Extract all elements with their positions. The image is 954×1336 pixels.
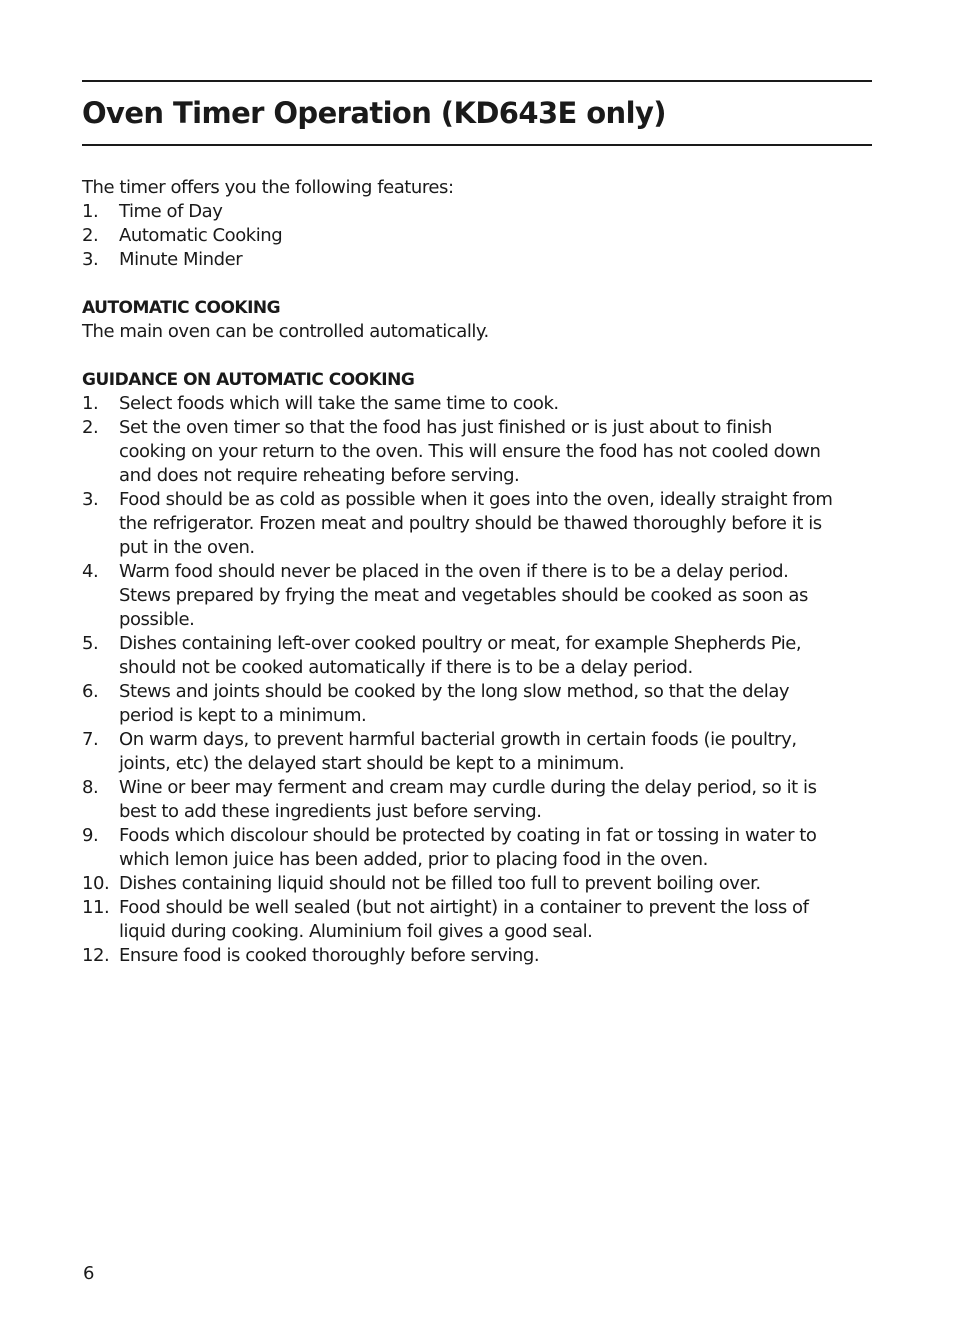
item-text: Wine or beer may ferment and cream may curdle during the delay period, so it is best to add these ingredients just before serving. (119, 777, 817, 822)
list-item (82, 872, 872, 896)
item-text: Minute Minder (119, 249, 243, 270)
title-bottom-rule (82, 144, 872, 146)
guidance-heading: GUIDANCE ON AUTOMATIC COOKING (82, 370, 415, 390)
automatic-cooking-text: The main oven can be controlled automatically. (82, 321, 489, 342)
list-item (82, 200, 872, 224)
list-item (82, 824, 872, 872)
list-item (82, 560, 872, 632)
list-item (82, 488, 872, 560)
item-text: On warm days, to prevent harmful bacterial growth in certain foods (ie poultry, joints, etc) the delayed start should be kept to a minimum. (119, 729, 797, 774)
item-number: 3. (82, 249, 99, 270)
item-number: 11. (82, 897, 110, 918)
list-item (82, 632, 872, 680)
page-title: Oven Timer Operation (KD643E only) (82, 96, 666, 130)
item-number: 6. (82, 681, 99, 702)
list-item (82, 224, 872, 248)
item-text: Stews and joints should be cooked by the long slow method, so that the delay period is kept to a minimum. (119, 681, 790, 726)
item-text: Food should be well sealed (but not airtight) in a container to prevent the loss of liquid during cooking. Aluminium foil gives a good seal. (119, 897, 809, 942)
item-text: Time of Day (119, 201, 223, 222)
intro-text: The timer offers you the following features: (82, 177, 454, 198)
list-item (82, 728, 872, 776)
automatic-cooking-section (82, 296, 872, 344)
item-number: 2. (82, 225, 99, 246)
list-item (82, 680, 872, 728)
item-number: 12. (82, 945, 110, 966)
item-number: 1. (82, 201, 99, 222)
item-number: 10. (82, 873, 110, 894)
item-number: 9. (82, 825, 99, 846)
list-item (82, 776, 872, 824)
item-number: 1. (82, 393, 99, 414)
list-item (82, 944, 872, 968)
list-item (82, 416, 872, 488)
item-number: 3. (82, 489, 99, 510)
item-number: 4. (82, 561, 99, 582)
item-number: 8. (82, 777, 99, 798)
item-number: 5. (82, 633, 99, 654)
guidance-list (82, 392, 872, 968)
automatic-cooking-heading: AUTOMATIC COOKING (82, 298, 281, 318)
page-content (82, 80, 872, 968)
list-item (82, 248, 872, 272)
item-number: 2. (82, 417, 99, 438)
page-number: 6 (83, 1263, 95, 1284)
guidance-section (82, 368, 872, 968)
list-item (82, 896, 872, 944)
item-text: Warm food should never be placed in the oven if there is to be a delay period. Stews prepared by frying the meat and vegetables should be cooked as soon as possible. (119, 561, 808, 630)
item-text: Dishes containing liquid should not be filled too full to prevent boiling over. (119, 873, 761, 894)
item-text: Set the oven timer so that the food has just finished or is just about to finish cooking on your return to the oven. This will ensure the food has not cooled down and does not require reheating before serving. (119, 417, 821, 486)
item-text: Ensure food is cooked thoroughly before serving. (119, 945, 540, 966)
list-item (82, 392, 872, 416)
item-number: 7. (82, 729, 99, 750)
item-text: Dishes containing left-over cooked poultry or meat, for example Shepherds Pie, should not be cooked automatically if there is to be a delay period. (119, 633, 802, 678)
item-text: Select foods which will take the same time to cook. (119, 393, 559, 414)
item-text: Automatic Cooking (119, 225, 283, 246)
item-text: Food should be as cold as possible when it goes into the oven, ideally straight from the refrigerator. Frozen meat and poultry should be thawed thoroughly before it is put in the oven. (119, 489, 833, 558)
features-list (82, 200, 872, 272)
item-text: Foods which discolour should be protected by coating in fat or tossing in water to which lemon juice has been added, prior to placing food in the oven. (119, 825, 817, 870)
